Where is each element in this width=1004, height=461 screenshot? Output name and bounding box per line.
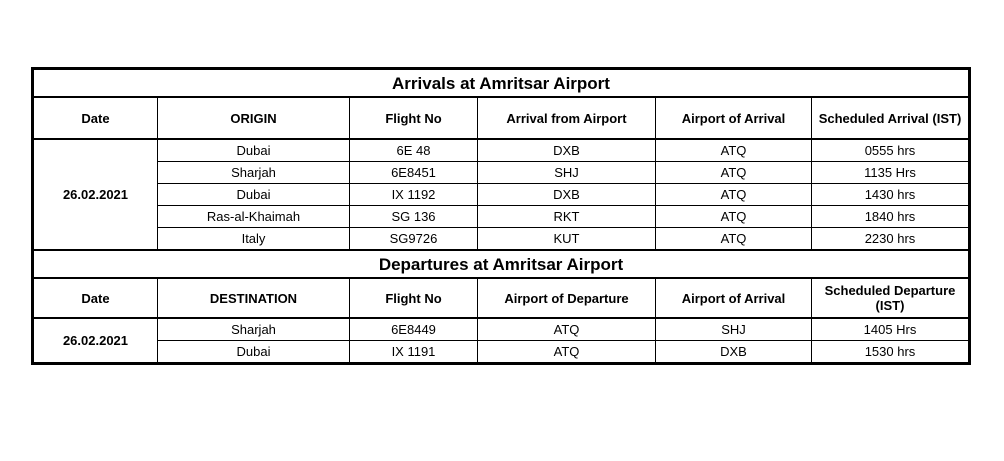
departures-date: 26.02.2021 <box>34 318 158 363</box>
arrivals-header-row <box>34 97 969 139</box>
from-airport-cell: RKT <box>478 206 656 228</box>
scheduled-time-cell: 1405 Hrs <box>812 318 969 341</box>
scheduled-time-cell: 1530 hrs <box>812 341 969 363</box>
destination-cell: Dubai <box>158 341 350 363</box>
arrivals-header-flight-no: Flight No <box>350 97 478 139</box>
table-row <box>34 139 969 162</box>
departures-header-scheduled-departure: Scheduled Departure (IST) <box>812 278 969 318</box>
arrival-airport-cell: ATQ <box>656 206 812 228</box>
flight-no-cell: 6E8451 <box>350 162 478 184</box>
origin-cell: Ras-al-Khaimah <box>158 206 350 228</box>
departures-header-flight-no: Flight No <box>350 278 478 318</box>
arrivals-header-origin: ORIGIN <box>158 97 350 139</box>
departures-header-date: Date <box>34 278 158 318</box>
origin-cell: Dubai <box>158 184 350 206</box>
arrival-airport-cell: SHJ <box>656 318 812 341</box>
from-airport-cell: DXB <box>478 184 656 206</box>
table-row <box>34 341 969 363</box>
origin-cell: Italy <box>158 228 350 251</box>
flight-no-cell: SG 136 <box>350 206 478 228</box>
scheduled-time-cell: 1840 hrs <box>812 206 969 228</box>
origin-cell: Dubai <box>158 139 350 162</box>
flight-no-cell: 6E 48 <box>350 139 478 162</box>
flight-no-cell: 6E8449 <box>350 318 478 341</box>
arrivals-date: 26.02.2021 <box>34 139 158 250</box>
departures-title: Departures at Amritsar Airport <box>34 250 969 278</box>
table-row <box>34 206 969 228</box>
origin-cell: Sharjah <box>158 162 350 184</box>
arrivals-header-airport-of-arrival: Airport of Arrival <box>656 97 812 139</box>
flight-schedule-table <box>33 69 969 363</box>
departures-header-airport-of-arrival: Airport of Arrival <box>656 278 812 318</box>
table-row <box>34 228 969 251</box>
departure-airport-cell: ATQ <box>478 341 656 363</box>
departures-header-airport-of-departure: Airport of Departure <box>478 278 656 318</box>
destination-cell: Sharjah <box>158 318 350 341</box>
arrivals-header-date: Date <box>34 97 158 139</box>
arrivals-title-row <box>34 70 969 98</box>
departures-header-row <box>34 278 969 318</box>
table-row <box>34 318 969 341</box>
flight-no-cell: IX 1192 <box>350 184 478 206</box>
arrivals-header-scheduled-arrival: Scheduled Arrival (IST) <box>812 97 969 139</box>
arrival-airport-cell: ATQ <box>656 184 812 206</box>
departures-header-destination: DESTINATION <box>158 278 350 318</box>
scheduled-time-cell: 1135 Hrs <box>812 162 969 184</box>
from-airport-cell: SHJ <box>478 162 656 184</box>
table-row <box>34 184 969 206</box>
arrival-airport-cell: DXB <box>656 341 812 363</box>
flight-no-cell: SG9726 <box>350 228 478 251</box>
departure-airport-cell: ATQ <box>478 318 656 341</box>
arrival-airport-cell: ATQ <box>656 139 812 162</box>
table-row <box>34 162 969 184</box>
arrivals-title: Arrivals at Amritsar Airport <box>34 70 969 98</box>
scheduled-time-cell: 0555 hrs <box>812 139 969 162</box>
flight-schedule-sheet <box>31 67 971 365</box>
scheduled-time-cell: 1430 hrs <box>812 184 969 206</box>
from-airport-cell: KUT <box>478 228 656 251</box>
arrival-airport-cell: ATQ <box>656 228 812 251</box>
arrival-airport-cell: ATQ <box>656 162 812 184</box>
departures-title-row <box>34 250 969 278</box>
scheduled-time-cell: 2230 hrs <box>812 228 969 251</box>
flight-no-cell: IX 1191 <box>350 341 478 363</box>
from-airport-cell: DXB <box>478 139 656 162</box>
arrivals-header-arrival-from: Arrival from Airport <box>478 97 656 139</box>
